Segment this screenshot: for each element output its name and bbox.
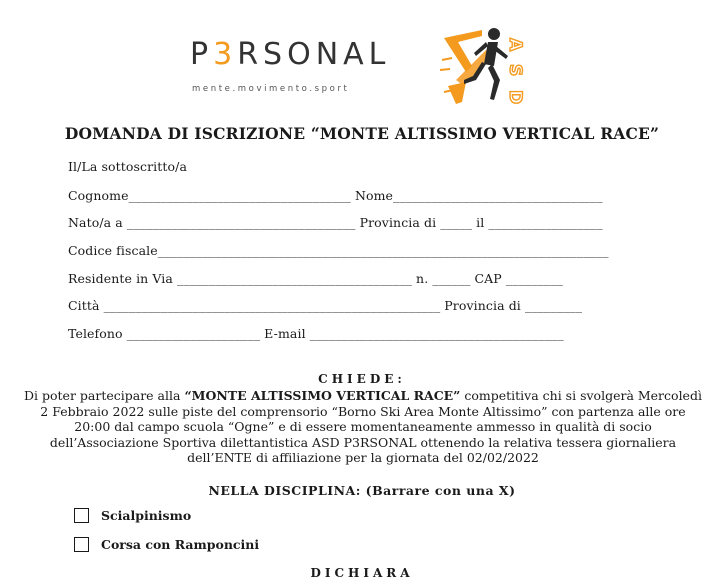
corsa-ramponcini-checkbox[interactable]: [74, 537, 89, 552]
field-tax-code[interactable]: Codice fiscale_______________________________________________________________________: [68, 243, 609, 258]
chiede-heading: CHIEDE:: [318, 372, 406, 386]
scialpinismo-checkbox[interactable]: [74, 508, 89, 523]
asd-letter-s: S: [505, 64, 525, 77]
chiede-line2: 2 Febbraio 2022 sulle piste del comprensorio “Borno Ski Area Monte Altissimo” con partenza alle ore: [40, 403, 686, 419]
brand-logo: [190, 38, 390, 94]
chiede-line1-post: competitiva chi si svolgerà Mercoledì: [460, 388, 702, 403]
intro-text: Il/La sottoscritto/a: [68, 159, 188, 174]
brand-name-post: RSONAL: [237, 37, 391, 72]
field-contact[interactable]: Telefono _____________________ E-mail ________________________________________: [68, 326, 564, 341]
option-scialpinismo[interactable]: [74, 508, 191, 523]
chiede-line1-pre: Di poter partecipare alla: [24, 388, 185, 403]
asd-letter-a: A: [505, 38, 525, 52]
chiede-paragraph: [18, 388, 708, 466]
page-title: DOMANDA DI ISCRIZIONE “MONTE ALTISSIMO VERTICAL RACE”: [64, 124, 660, 143]
dichiara-heading: DICHIARA: [310, 566, 414, 580]
field-birth[interactable]: Nato/a a ____________________________________ Provincia di _____ il __________________: [68, 215, 603, 230]
asd-letter-d: D: [505, 90, 525, 105]
field-address[interactable]: Residente in Via _____________________________________ n. ______ CAP _________: [68, 271, 564, 286]
scialpinismo-label: Scialpinismo: [101, 508, 192, 523]
field-city[interactable]: Città _____________________________________________________ Provincia di _________: [68, 298, 583, 313]
brand-name-pre: P: [190, 37, 214, 72]
runner-icon: [440, 28, 508, 104]
brand-tagline: mente.movimento.sport: [192, 84, 350, 94]
asd-runner-logo: [436, 20, 532, 112]
chiede-line5: dell’ENTE di affiliazione per la giornata del 02/02/2022: [187, 450, 539, 465]
chiede-line4: dell’Associazione Sportiva dilettantistica ASD P3RSONAL ottenendo la relativa tessera giornaliera: [49, 434, 677, 450]
brand-wordmark: [190, 38, 390, 72]
option-corsa-ramponcini[interactable]: [74, 537, 259, 552]
brand-name-three: 3: [213, 37, 238, 72]
corsa-ramponcini-label: Corsa con Ramponcini: [101, 537, 260, 552]
race-name: “MONTE ALTISSIMO VERTICAL RACE”: [184, 388, 461, 403]
chiede-line3: 20:00 dal campo scuola “Ogne” e di essere momentaneamente ammesso in qualità di socio: [74, 419, 652, 434]
disciplina-heading: NELLA DISCIPLINA: (Barrare con una X): [208, 483, 516, 498]
field-surname-name[interactable]: Cognome___________________________________ Nome_________________________________: [68, 188, 603, 203]
